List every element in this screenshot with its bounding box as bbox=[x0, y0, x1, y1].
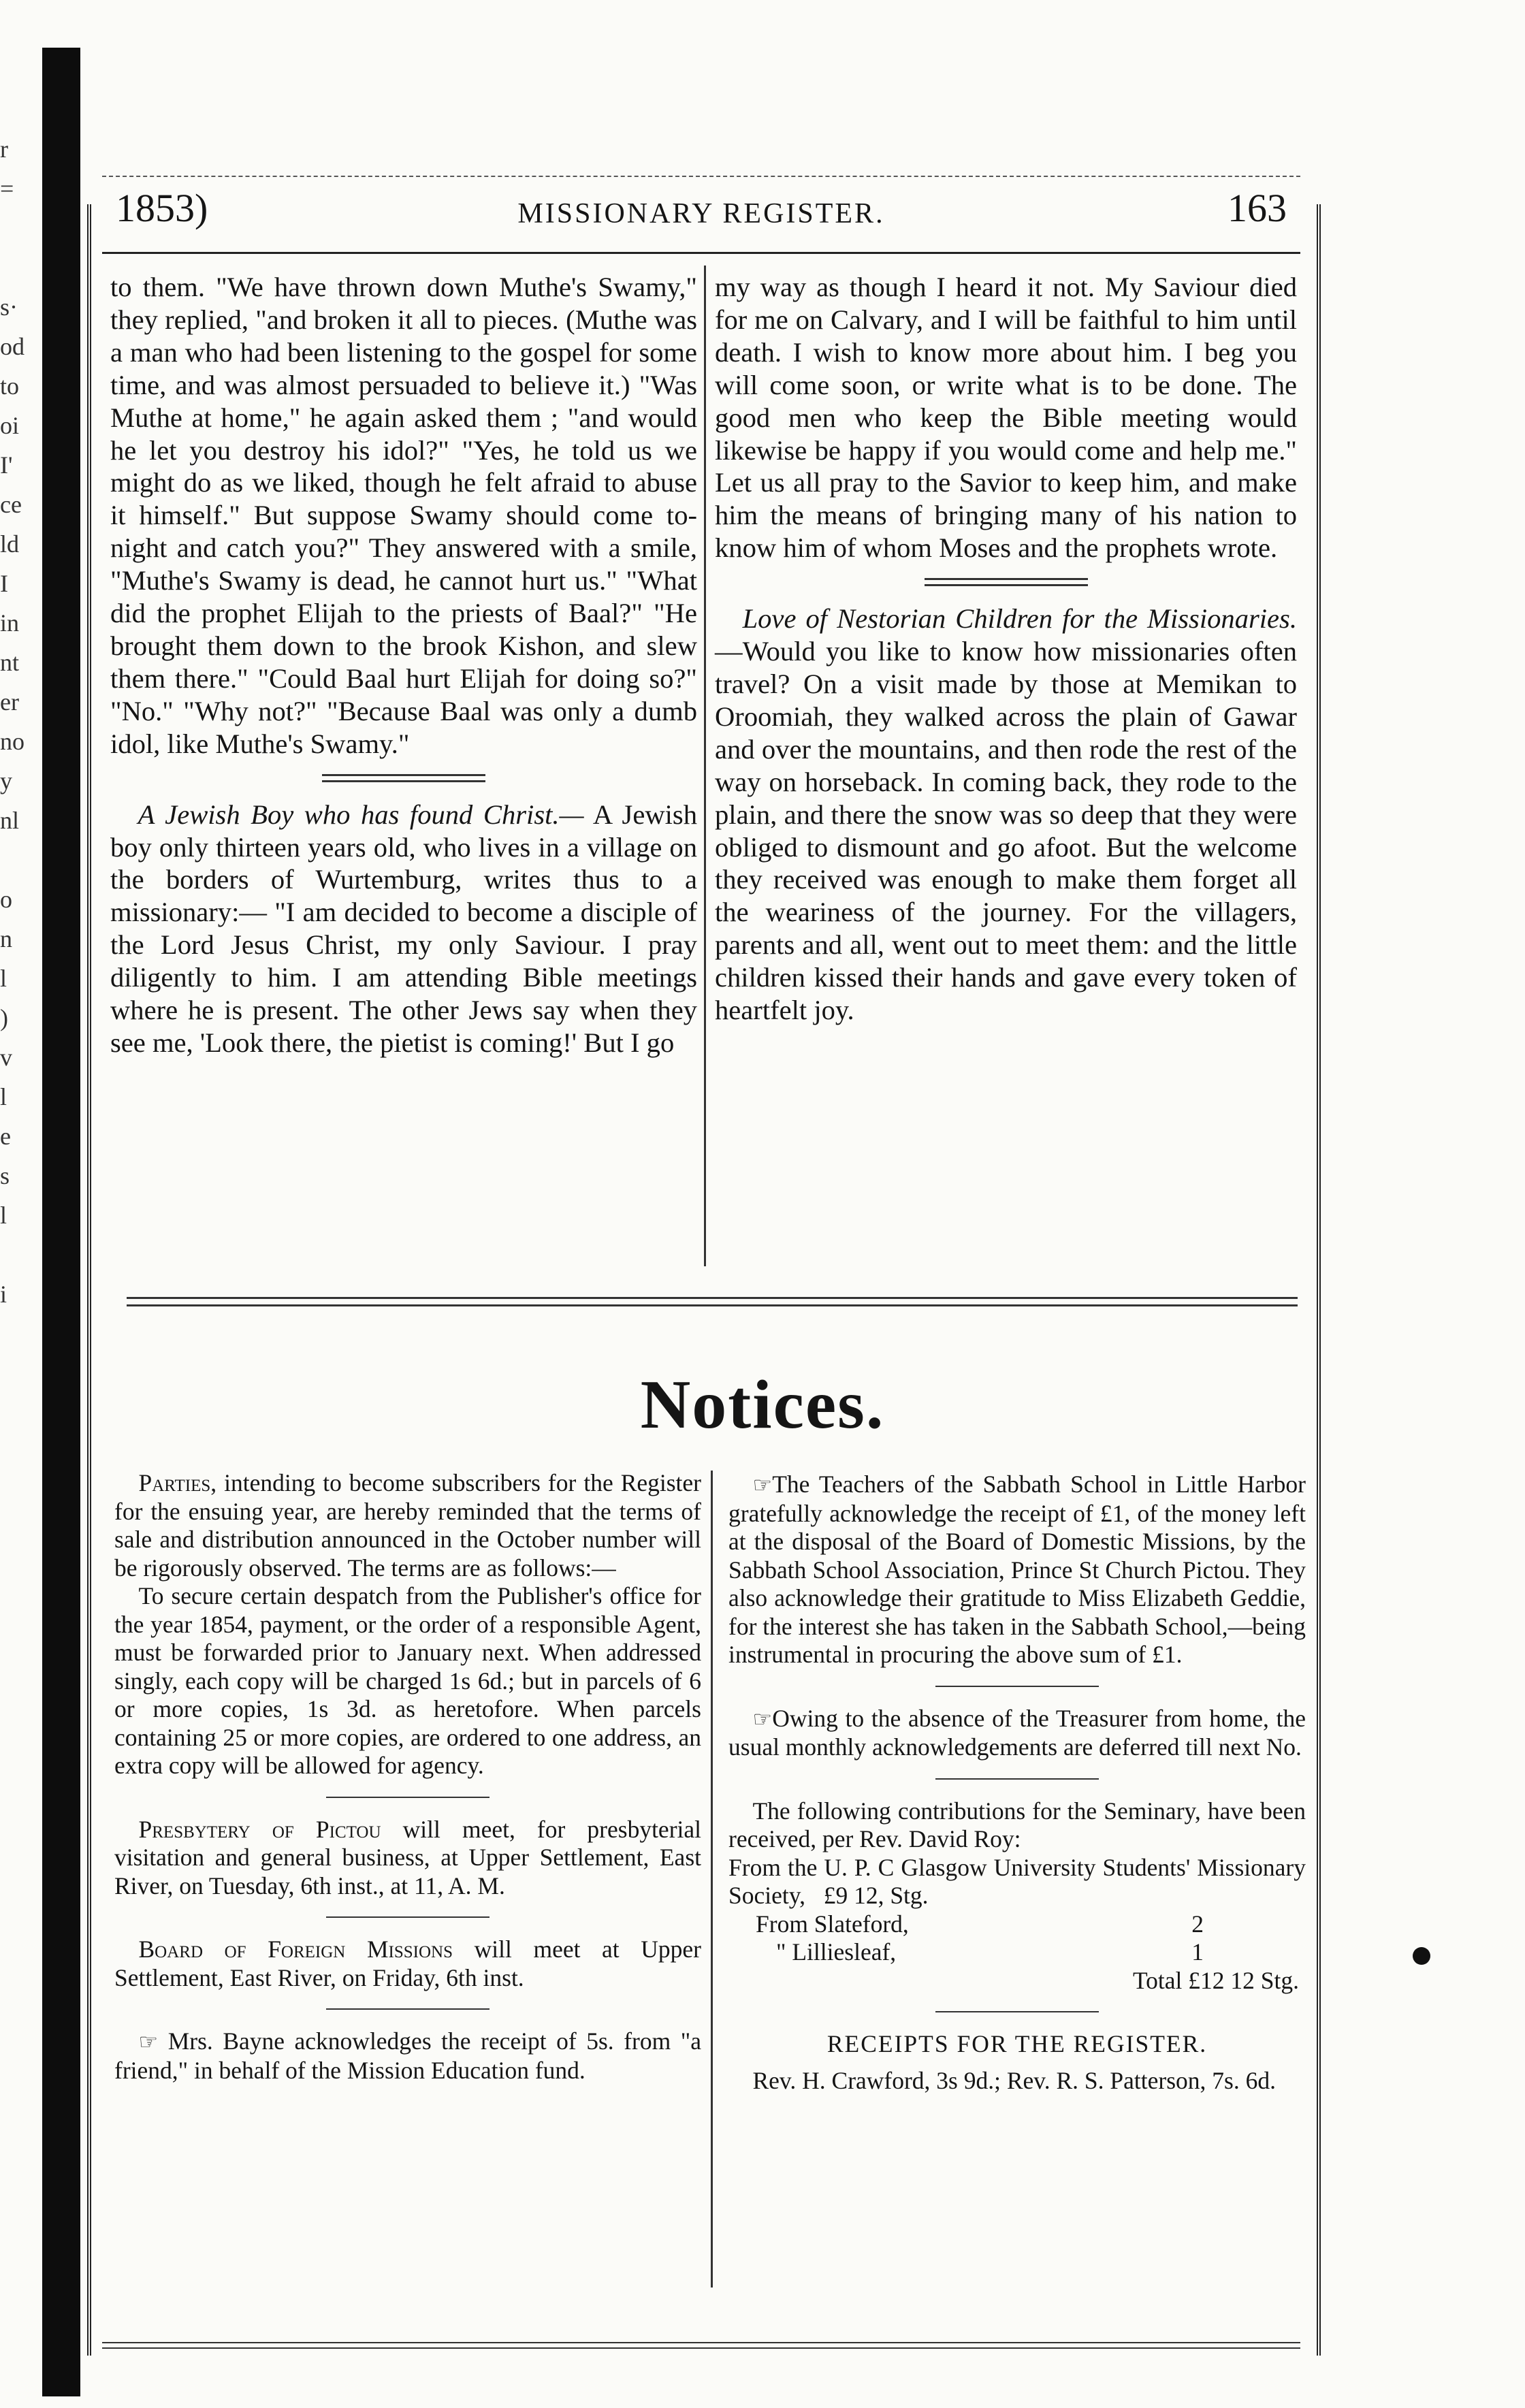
presbytery-notice bbox=[114, 1816, 701, 1901]
board-text: will meet at Upper Settlement, East River, on Friday, 6th inst. bbox=[114, 1936, 701, 1991]
nestorian-heading: Love of Nestorian Children for the Missionaries. bbox=[742, 603, 1297, 635]
right-column bbox=[715, 271, 1297, 1027]
margin-fragment: l bbox=[0, 1083, 7, 1110]
margin-fragment: o bbox=[0, 886, 12, 913]
header-title: MISSIONARY REGISTER. bbox=[517, 198, 885, 229]
margin-fragment: e bbox=[0, 1123, 11, 1150]
margin-fragment bbox=[0, 208, 38, 248]
notice-separator bbox=[935, 1686, 1099, 1687]
pointing-hand-icon: ☞ bbox=[138, 2029, 159, 2054]
margin-fragment bbox=[0, 840, 38, 880]
notice-separator bbox=[935, 2011, 1099, 2012]
contribution-glasgow bbox=[728, 1854, 1306, 1910]
bayne-notice bbox=[114, 2027, 701, 2085]
margin-fragment: er bbox=[0, 688, 19, 716]
section-divider bbox=[925, 578, 1088, 586]
margin-fragment: in bbox=[0, 609, 20, 637]
story-ending-paragraph: to them. "We have thrown down Muthe's Swamy," they replied, "and broken it all to pieces. (Muthe was a man who had been listening to the gospel for some time, and was almost persuaded to believe it.) "Was Muthe at home," he again asked them ; "and would he let you destroy his idol?" "Yes, he told us we might do as we liked, though he felt afraid to abuse it himself." But suppose Swamy should come to-night and catch you?" They answered with a smile, "Muthe's Swamy is dead, he cannot hurt us." "What did the prophet Elijah to the priests of Baal?" "He brought them down to the brook Kishon, and slew them there." "Could Baal hurt Elijah for doing so?" "No." "Why not?" "Because Baal was only a dumb idol, like Muthe's Swamy." bbox=[110, 272, 697, 759]
margin-fragment: to bbox=[0, 372, 20, 400]
margin-fragment: s· bbox=[0, 293, 18, 321]
margin-fragment: nt bbox=[0, 649, 20, 676]
margin-fragment: s bbox=[0, 1162, 10, 1189]
column-divider-bottom bbox=[711, 1471, 713, 2287]
terms-notice bbox=[114, 1582, 701, 1780]
notices-right-column bbox=[728, 1471, 1306, 2095]
contributions-intro bbox=[728, 1797, 1306, 1854]
parties-notice bbox=[114, 1469, 701, 1582]
notice-separator bbox=[326, 1797, 489, 1798]
margin-fragment: y bbox=[0, 767, 12, 794]
contribution-lilliesleaf-amount: 1 bbox=[1191, 1938, 1204, 1965]
margin-fragment bbox=[0, 1235, 38, 1274]
margin-fragment: ld bbox=[0, 530, 20, 558]
ink-blot bbox=[1413, 1947, 1430, 1965]
contribution-slateford bbox=[728, 1910, 1306, 1939]
column-divider-top bbox=[704, 266, 706, 1266]
board-notice bbox=[114, 1936, 701, 1992]
terms-text: To secure certain despatch from the Publisher's office for the year 1854, payment, or the order of a responsible Agent, must be forwarded prior to January next. When addressed singly, each copy will be charged 1s 6d.; but in parcels of 6 or more copies, 1s 3d. as heretofore. When parcels containing 25 or more copies, are ordered to one address, an extra copy will be allowed for agency. bbox=[114, 1582, 701, 1779]
contribution-glasgow-amount: £9 12, Stg. bbox=[823, 1882, 929, 1909]
notices-left-column bbox=[114, 1469, 701, 2085]
presbytery-lead: Presbytery of Pictou bbox=[138, 1815, 381, 1843]
bottom-rule bbox=[102, 2342, 1300, 2349]
bayne-text: Mrs. Bayne acknowledges the receipt of 5s. from "a friend," in behalf of the Mission Education fund. bbox=[114, 2027, 701, 2084]
treasurer-notice bbox=[728, 1705, 1306, 1762]
jewish-boy-paragraph bbox=[110, 799, 697, 1059]
margin-fragment: = bbox=[0, 175, 14, 202]
teachers-text: The Teachers of the Sabbath School in Little Harbor gratefully acknowledge the receipt of £1, of the money left at the disposal of the Board of Domestic Missions, by the Sabbath School Association, Prince St Church Pictou. They also acknowledge their gratitude to Miss Elizabeth Geddie, for the interest she has taken in the Sabbath School,—being instrumental in procuring the above sum of £1. bbox=[728, 1471, 1306, 1668]
treasurer-text: Owing to the absence of the Treasurer from home, the usual monthly acknowledgements are deferred till next No. bbox=[728, 1704, 1306, 1761]
notices-title: Notices. bbox=[640, 1366, 885, 1443]
margin-fragment: n bbox=[0, 925, 12, 952]
nestorian-paragraph bbox=[715, 603, 1297, 1027]
receipts-text: Rev. H. Crawford, 3s 9d.; Rev. R. S. Patterson, 7s. 6d. bbox=[752, 2066, 1276, 2094]
contribution-lilliesleaf-label: " Lilliesleaf, bbox=[776, 1938, 897, 1965]
section-divider bbox=[322, 774, 485, 782]
contribution-slateford-label: From Slateford, bbox=[756, 1910, 909, 1938]
notices-divider bbox=[127, 1297, 1298, 1306]
page-number: 163 bbox=[1227, 186, 1287, 230]
margin-fragments bbox=[0, 129, 38, 1314]
margin-fragment: l bbox=[0, 965, 7, 992]
header-year: 1853) bbox=[116, 186, 208, 230]
running-header bbox=[102, 176, 1300, 254]
margin-fragment: I' bbox=[0, 451, 13, 479]
margin-fragment: od bbox=[0, 333, 25, 360]
nestorian-text: —Would you like to know how missionaries often travel? On a visit made by those at Memikan to Oroomiah, they walked across the plain of Gawar and over the mountains, and then rode the rest of the way on horseback. In coming back, they rode to the plain, and there the snow was so deep that they were obliged to dismount and go afoot. But the welcome they received was enough to make them forget all the weariness of the journey. For the villagers, parents and all, went out to meet them: and the little children kissed their hands and gave every token of heartfelt joy. bbox=[715, 636, 1297, 1026]
margin-fragment: v bbox=[0, 1044, 12, 1071]
margin-fragment: ) bbox=[0, 1004, 8, 1031]
board-lead: Board of Foreign Missions bbox=[138, 1936, 453, 1963]
margin-fragment: l bbox=[0, 1202, 7, 1229]
margin-fragment: i bbox=[0, 1281, 7, 1308]
margin-fragment: oi bbox=[0, 412, 20, 439]
left-column bbox=[110, 271, 697, 1059]
margin-fragment: nl bbox=[0, 807, 20, 834]
margin-fragment bbox=[0, 248, 38, 287]
teachers-notice bbox=[728, 1471, 1306, 1669]
contribution-lilliesleaf bbox=[728, 1938, 1306, 1967]
pointing-hand-icon: ☞ bbox=[752, 1706, 773, 1731]
contributions-total: Total £12 12 Stg. bbox=[1132, 1966, 1299, 1994]
notice-separator bbox=[326, 2008, 489, 2010]
notice-separator bbox=[935, 1778, 1099, 1780]
book-spine-shadow bbox=[42, 48, 80, 2396]
receipts-notice bbox=[728, 2067, 1306, 2096]
margin-fragment: ce bbox=[0, 491, 22, 518]
margin-fragment: r bbox=[0, 135, 8, 163]
jewish-boy-heading: A Jewish Boy who has found Christ.— bbox=[138, 799, 584, 830]
margin-fragment: no bbox=[0, 728, 25, 755]
jewish-boy-continuation: my way as though I heard it not. My Saviour died for me on Calvary, and I will be faithful to him until death. I wish to know more about him. I beg you will come soon, or write what is to be done. The good men who keep the Bible meeting would likewise be happy if you would come and help me." Let us all pray to the Savior to keep him, and make him the means of bringing many of his nation to know him of whom Moses and the prophets wrote. bbox=[715, 272, 1297, 564]
presbytery-text: will meet, for presbyterial visitation and general business, at Upper Settlement, East River, on Tuesday, 6th inst., at 11, A. M. bbox=[114, 1815, 701, 1899]
contributions-intro-text: The following contributions for the Seminary, have been received, per Rev. David Roy: bbox=[728, 1797, 1306, 1852]
jewish-boy-text: A Jewish boy only thirteen years old, who lives in a village on the borders of Wurtemburg, writes thus to a missionary:— "I am decided to become a disciple of the Lord Jesus Christ, my only Saviour. I pray diligently to him. I am attending Bible meetings where he is present. The other Jews say when they see me, 'Look there, the pietist is coming!' But I go bbox=[110, 799, 697, 1058]
notice-separator bbox=[326, 1916, 489, 1918]
parties-lead: Parties, bbox=[138, 1469, 217, 1496]
pointing-hand-icon: ☞ bbox=[752, 1473, 773, 1497]
contribution-glasgow-label: From the U. P. C Glasgow University Students' Missionary Society, bbox=[728, 1853, 1306, 1909]
contribution-slateford-amount: 2 bbox=[1191, 1910, 1204, 1938]
parties-text: intending to become subscribers for the Register for the ensuing year, are hereby reminded that the terms of sale and distribution announced in the October number will be rigorously observed. The terms are as follows:— bbox=[114, 1469, 701, 1582]
margin-fragment: I bbox=[0, 570, 8, 597]
receipts-heading: RECEIPTS FOR THE REGISTER. bbox=[826, 2030, 1208, 2057]
